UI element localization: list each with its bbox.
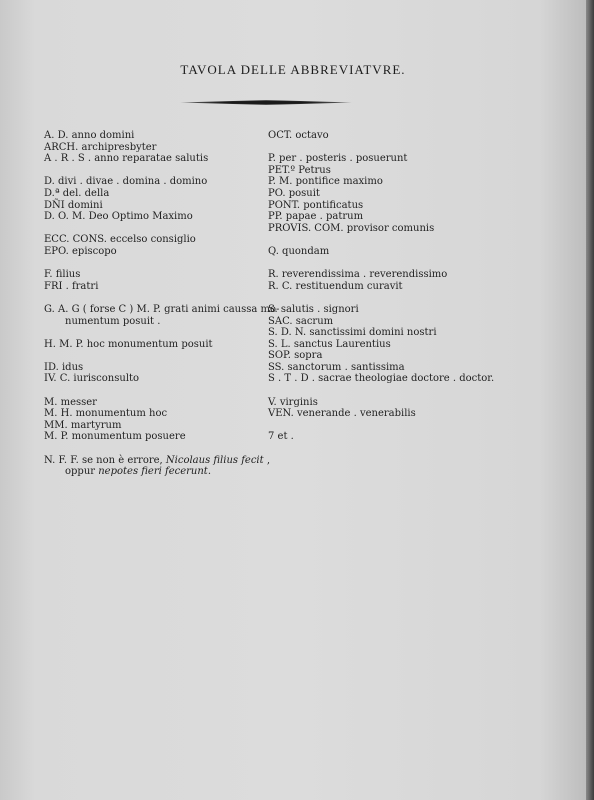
abbreviation-entry: D. divi . divae . domina . domino — [44, 176, 208, 188]
abbreviation-entry: EPO. episcopo — [44, 245, 117, 257]
abbreviation-entry: SAC. sacrum — [268, 315, 334, 327]
abbreviation-entry: ECC. CONS. eccelso consiglio — [44, 234, 196, 246]
abbreviation-entry: A . R . S . anno reparatae salutis — [44, 153, 209, 165]
nff-text: N. F. F. se non è errore, — [44, 454, 166, 466]
group-spacer — [268, 292, 508, 304]
abbreviation-entry: PROVIS. COM. provisor comunis — [268, 222, 435, 234]
group-spacer — [268, 258, 508, 270]
abbreviation-entry: PO. posuit — [268, 187, 320, 199]
abbreviation-entry: SS. sanctorum . santissima — [268, 361, 405, 373]
abbreviation-entry: PONT. pontificatus — [268, 199, 364, 211]
group-spacer — [44, 350, 266, 362]
abbreviation-entry: M. H. monumentum hoc — [44, 408, 168, 420]
abbreviation-entry — [44, 454, 270, 467]
group-spacer — [44, 385, 266, 397]
abbreviation-entry: OCT. octavo — [268, 130, 329, 141]
abbreviation-entry: MM. martyrum — [44, 419, 122, 431]
abbreviation-entry: D.ª del. della — [44, 187, 110, 199]
group-spacer — [268, 420, 508, 432]
abbreviation-entry: H. M. P. hoc monumentum posuit — [44, 338, 213, 350]
abbreviation-entry: S. salutis . signori — [268, 303, 359, 315]
abbreviation-entry: IV. C. iurisconsulto — [44, 373, 140, 385]
group-spacer — [44, 258, 266, 270]
nff-italic: Nicolaus filius fecit — [165, 454, 264, 466]
abbreviation-entry: SOP. sopra — [268, 350, 323, 362]
abbreviation-entry: P. per . posteris . posuerunt — [268, 153, 408, 165]
nff-text: . — [207, 466, 212, 478]
abbreviation-entry: D. O. M. Deo Optimo Maximo — [44, 211, 193, 223]
abbreviation-entry-continuation: numentum posuit . — [65, 315, 161, 327]
abbreviation-entry: M. P. monumentum posuere — [44, 431, 186, 443]
nff-text: , — [263, 454, 270, 466]
nff-italic: nepotes fieri fecerunt — [98, 466, 208, 478]
group-spacer — [268, 142, 508, 154]
abbreviation-entry: G. A. G ( forse C ) M. P. grati animi caussa mo- — [44, 303, 280, 315]
abbreviation-entry: Q. quondam — [268, 245, 330, 257]
title-ornament-rule — [180, 100, 352, 105]
abbreviation-entry: V. virginis — [268, 396, 318, 408]
group-spacer — [268, 234, 508, 246]
nff-text: oppur — [65, 466, 99, 478]
page-title: TAVOLA DELLE ABBREVIATVRE. — [180, 62, 406, 77]
abbreviation-entry: R. C. restituendum curavit — [268, 280, 403, 292]
page-edge-shadow — [586, 0, 594, 800]
abbreviation-entry: PP. papae . patrum — [268, 211, 364, 223]
group-spacer — [44, 223, 266, 235]
abbreviation-entry: R. reverendissima . reverendissimo — [268, 269, 448, 281]
abbreviation-entry: S. D. N. sanctissimi domini nostri — [268, 327, 437, 339]
group-spacer — [44, 443, 266, 455]
group-spacer — [44, 327, 266, 339]
group-spacer — [268, 385, 508, 397]
right-column — [268, 130, 508, 443]
abbreviation-entry: P. M. pontifice maximo — [268, 176, 383, 188]
abbreviation-entry: 7 et . — [268, 431, 294, 443]
abbreviation-entry: DÑI domini — [44, 199, 103, 211]
left-column — [44, 130, 280, 478]
abbreviation-entry: FRI . fratri — [44, 280, 99, 292]
abbreviation-entry: ARCH. archipresbyter — [44, 141, 157, 153]
abbreviation-entry: M. messer — [44, 396, 97, 408]
abbreviation-entry: S . T . D . sacrae theologiae doctore . doctor. — [268, 373, 495, 385]
abbreviation-entry: S. L. sanctus Laurentius — [268, 338, 391, 350]
abbreviation-entry: PET.º Petrus — [268, 164, 331, 176]
abbreviation-entry-continuation — [44, 466, 266, 478]
abbreviation-entry: VEN. venerande . venerabilis — [268, 408, 416, 420]
group-spacer — [44, 165, 266, 177]
group-spacer — [44, 292, 266, 304]
abbreviation-entry: F. filius — [44, 269, 81, 281]
abbreviation-entry: ID. idus — [44, 361, 84, 373]
abbreviation-entry: A. D. anno domini — [44, 130, 135, 141]
